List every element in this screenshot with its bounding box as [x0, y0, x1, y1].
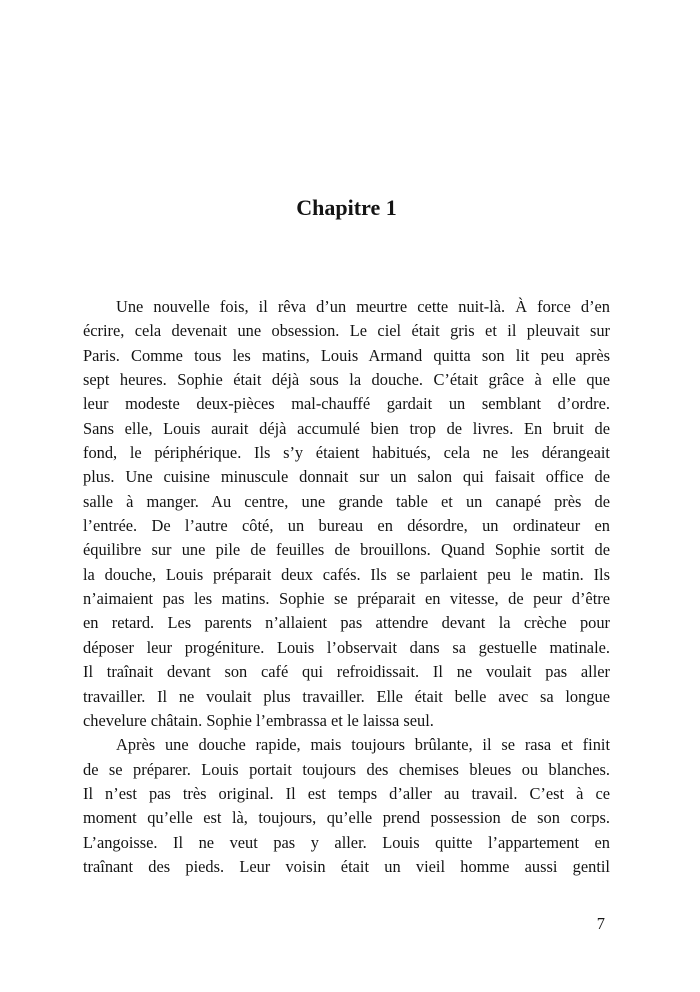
text-line: écrire, cela devenait une obsession. Le ciel était gris et il pleuvait sur	[83, 321, 610, 341]
page-number: 7	[596, 914, 605, 933]
text-line: en retard. Les parents n’allaient pas attendre devant la crèche pour	[83, 613, 610, 633]
text-line: moment qu’elle est là, toujours, qu’elle prend possession de son corps.	[83, 808, 610, 828]
text-line: de se préparer. Louis portait toujours des chemises bleues ou blanches.	[83, 759, 610, 779]
text-line: Sans elle, Louis aurait déjà accumulé bien trop de livres. En bruit de	[83, 418, 610, 438]
text-line: leur modeste deux-pièces mal-chauffé gardait un semblant d’ordre.	[83, 394, 610, 414]
body-text	[83, 295, 610, 879]
text-line: Paris. Comme tous les matins, Louis Armand quitta son lit peu après	[83, 345, 610, 365]
text-line: équilibre sur une pile de feuilles de brouillons. Quand Sophie sortit de	[83, 540, 610, 560]
text-line: traînant des pieds. Leur voisin était un vieil homme aussi gentil	[83, 856, 610, 876]
text-line: n’aimaient pas les matins. Sophie se préparait en vitesse, de peur d’être	[83, 589, 610, 609]
text-line: Une nouvelle fois, il rêva d’un meurtre cette nuit-là. À force d’en	[116, 297, 610, 316]
text-line: L’angoisse. Il ne veut pas y aller. Louis quitte l’appartement en	[83, 832, 610, 852]
text-line: sept heures. Sophie était déjà sous la douche. C’était grâce à elle que	[83, 370, 610, 390]
text-line: déposer leur progéniture. Louis l’observait dans sa gestuelle matinale.	[83, 637, 610, 657]
text-line: Il traînait devant son café qui refroidissait. Il ne voulait pas aller	[83, 662, 610, 682]
text-line: travailler. Il ne voulait plus travailler. Elle était belle avec sa longue	[83, 686, 610, 706]
text-line: l’entrée. De l’autre côté, un bureau en désordre, un ordinateur en	[83, 516, 610, 536]
text-line: plus. Une cuisine minuscule donnait sur un salon qui faisait office de	[83, 467, 610, 487]
chapter-title: Chapitre 1	[296, 195, 397, 220]
text-line: Après une douche rapide, mais toujours brûlante, il se rasa et finit	[116, 735, 610, 755]
text-line: salle à manger. Au centre, une grande table et un canapé près de	[83, 491, 610, 511]
text-line: Il n’est pas très original. Il est temps d’aller au travail. C’est à ce	[83, 783, 610, 803]
paragraph-1	[83, 295, 610, 733]
text-line: chevelure châtain. Sophie l’embrassa et le laissa seul.	[83, 710, 434, 730]
paragraph-2	[83, 733, 610, 879]
text-line: fond, le périphérique. Ils s’y étaient habitués, cela ne les dérangeait	[83, 443, 610, 463]
text-line: la douche, Louis préparait deux cafés. Ils se parlaient peu le matin. Ils	[83, 564, 610, 584]
